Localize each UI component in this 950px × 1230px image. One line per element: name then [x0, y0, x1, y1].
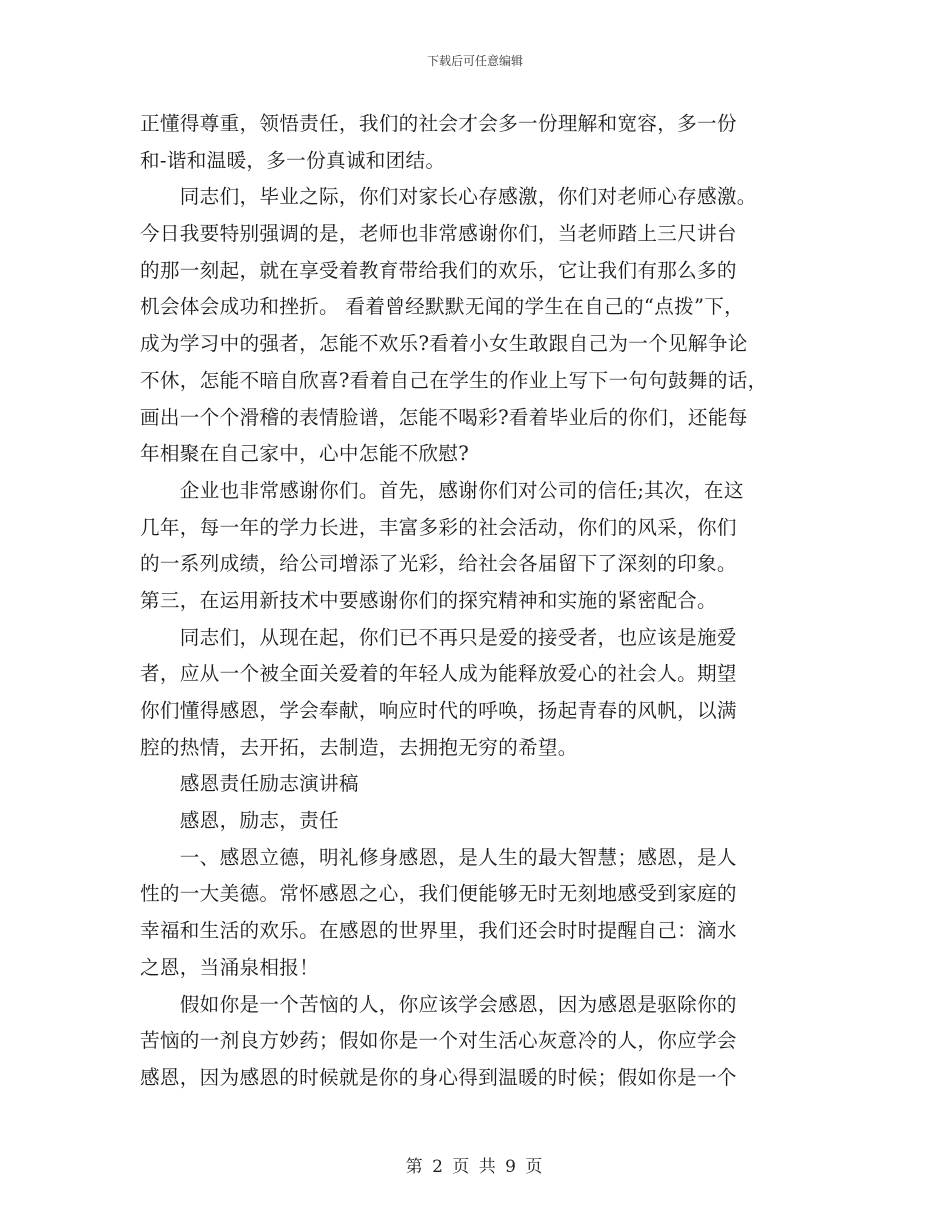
text-line: 第三，在运用新技术中要感谢你们的探究精神和实施的紧密配合。 — [140, 588, 717, 612]
section-keywords: 感恩，励志，责任 — [140, 809, 339, 833]
text-line: 同志们，从现在起，你们已不再只是爱的接受者，也应该是施爱 — [140, 625, 737, 649]
text-line: 机会体会成功和挫折。 看着曾经默默无闻的学生在自己的“点拨”下， — [140, 295, 745, 319]
page-number-footer: 第 2 页 共 9 页 — [405, 1157, 545, 1177]
text-line: 年相聚在自己家中，心中怎能不欣慰? — [140, 442, 470, 466]
text-line: 的一系列成绩，给公司增添了光彩，给社会各届留下了深刻的印象。 — [140, 552, 737, 576]
document-body — [140, 106, 812, 1097]
text-line: 几年，每一年的学力长进，丰富多彩的社会活动，你们的风采，你们 — [140, 515, 737, 539]
text-line: 正懂得尊重，领悟责任，我们的社会才会多一份理解和宽容，多一份 — [140, 112, 737, 135]
section-title: 感恩责任励志演讲稿 — [140, 772, 359, 796]
text-line: 性的一大美德。常怀感恩之心，我们便能够无时无刻地感受到家庭的 — [140, 882, 737, 906]
page-header-note: 下载后可任意编辑 — [426, 54, 523, 68]
text-line: 成为学习中的强者，怎能不欢乐?看着小女生敢跟自己为一个见解争论 — [140, 332, 748, 356]
text-line: 幸福和生活的欢乐。在感恩的世界里，我们还会时时提醒自己：滴水 — [140, 919, 737, 943]
text-line: 同志们，毕业之际，你们对家长心存感激，你们对老师心存感激。 — [140, 185, 757, 209]
text-line: 之恩，当涌泉相报！ — [140, 955, 320, 979]
text-line: 感恩，因为感恩的时候就是你的身心得到温暖的时候；假如你是一个 — [140, 1065, 737, 1089]
text-line: 腔的热情，去开拓，去制造，去拥抱无穷的希望。 — [140, 735, 578, 759]
text-line: 苦恼的一剂良方妙药；假如你是一个对生活心灰意冷的人，你应学会 — [140, 1029, 737, 1053]
text-line: 的那一刻起，就在享受着教育带给我们的欢乐，它让我们有那么多的 — [140, 258, 737, 282]
text-line: 假如你是一个苦恼的人，你应该学会感恩，因为感恩是驱除你的 — [140, 992, 737, 1016]
text-line: 画出一个个滑稽的表情脸谱，怎能不喝彩?看着毕业后的你们，还能每 — [140, 405, 748, 429]
text-line: 者，应从一个被全面关爱着的年轻人成为能释放爱心的社会人。期望 — [140, 662, 737, 686]
text-line: 一、感恩立德，明礼修身感恩，是人生的最大智慧；感恩，是人 — [140, 845, 737, 869]
text-line: 和-谐和温暖，多一份真诚和团结。 — [140, 148, 446, 172]
text-line: 企业也非常感谢你们。首先，感谢你们对公司的信任;其次，在这 — [140, 478, 744, 502]
text-line: 不休，怎能不暗自欣喜?看着自己在学生的作业上写下一句句鼓舞的话， — [140, 368, 768, 392]
text-line: 今日我要特别强调的是，老师也非常感谢你们，当老师踏上三尺讲台 — [140, 222, 737, 246]
text-line: 你们懂得感恩，学会奉献，响应时代的呼唤，扬起青春的风帆，以满 — [140, 699, 737, 722]
